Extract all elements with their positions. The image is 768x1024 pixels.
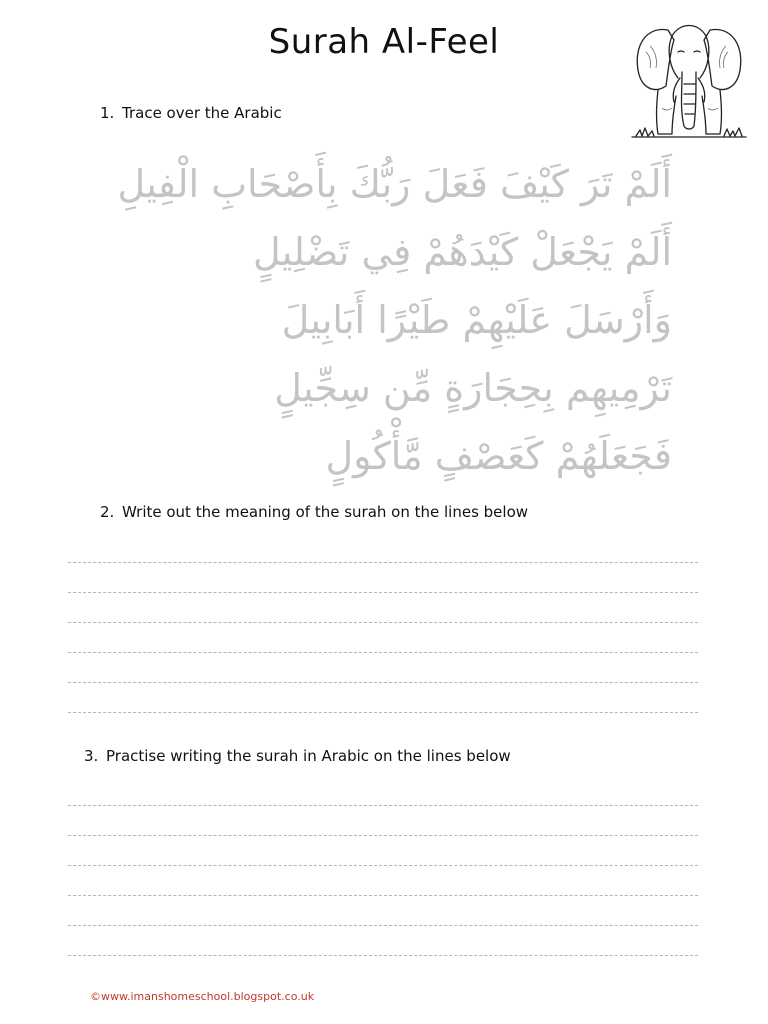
section-1-instruction — [100, 104, 282, 122]
section-2-instruction — [100, 503, 528, 521]
writing-line[interactable] — [68, 533, 698, 563]
writing-line[interactable] — [68, 896, 698, 926]
writing-line[interactable] — [68, 623, 698, 653]
writing-line[interactable] — [68, 653, 698, 683]
meaning-writing-lines — [68, 533, 698, 713]
elephant-icon — [628, 12, 750, 140]
writing-line[interactable] — [68, 683, 698, 713]
section-2-text: Write out the meaning of the surah on the lines below — [122, 503, 529, 521]
arabic-line: تَرْمِيهِم بِحِجَارَةٍ مِّن سِجِّيلٍ — [274, 366, 672, 410]
arabic-line: أَلَمْ يَجْعَلْ كَيْدَهُمْ فِي تَضْلِيلٍ — [253, 230, 672, 274]
arabic-trace-block — [117, 150, 672, 490]
writing-line[interactable] — [68, 926, 698, 956]
arabic-line: أَلَمْ تَرَ كَيْفَ فَعَلَ رَبُّكَ بِأَصْحَابِ الْفِيلِ — [117, 162, 672, 206]
writing-line[interactable] — [68, 563, 698, 593]
section-3-instruction — [84, 747, 511, 765]
arabic-writing-lines — [68, 776, 698, 956]
writing-line[interactable] — [68, 866, 698, 896]
section-1-number: 1. — [100, 104, 115, 122]
section-1-text: Trace over the Arabic — [122, 104, 282, 122]
writing-line[interactable] — [68, 806, 698, 836]
section-2-number: 2. — [100, 503, 115, 521]
section-3-text: Practise writing the surah in Arabic on the lines below — [106, 747, 511, 765]
page-title: Surah Al-Feel — [268, 22, 500, 62]
arabic-line: وَأَرْسَلَ عَلَيْهِمْ طَيْرًا أَبَابِيلَ — [281, 298, 672, 342]
footer-copyright: ©www.imanshomeschool.blogspot.co.uk — [90, 990, 315, 1003]
writing-line[interactable] — [68, 776, 698, 806]
section-3-number: 3. — [84, 747, 99, 765]
writing-line[interactable] — [68, 593, 698, 623]
writing-line[interactable] — [68, 836, 698, 866]
arabic-line: فَجَعَلَهُمْ كَعَصْفٍ مَّأْكُولٍ — [325, 434, 672, 478]
